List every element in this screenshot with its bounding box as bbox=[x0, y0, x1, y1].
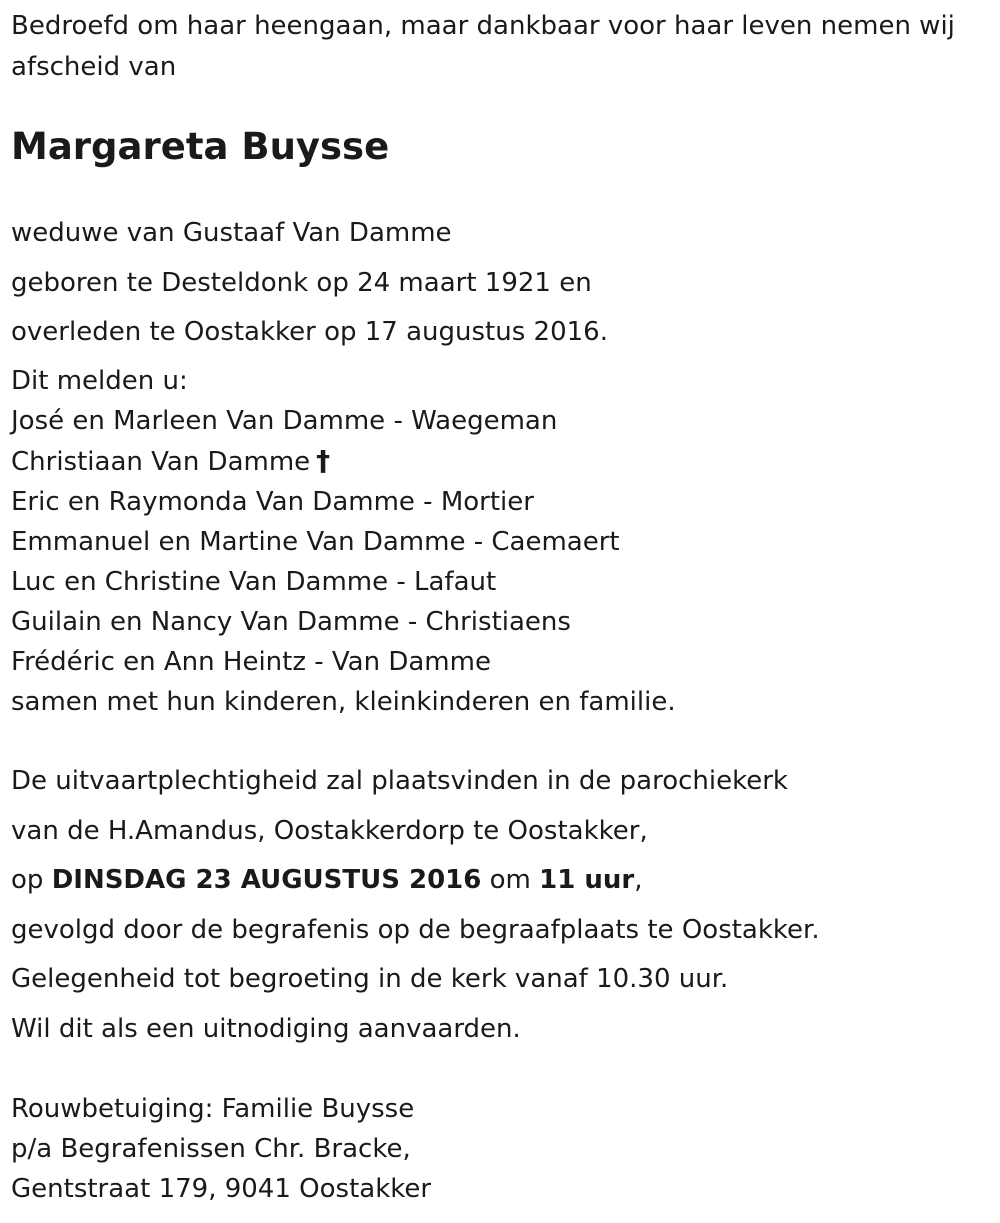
intro-text: Bedroefd om haar heengaan, maar dankbaar voor haar leven nemen wij afscheid van bbox=[11, 11, 955, 82]
bio-lines bbox=[11, 209, 991, 358]
bio-line: geboren te Desteldonk op 24 maart 1921 en bbox=[11, 267, 592, 298]
family-list bbox=[11, 361, 991, 722]
family-closing: samen met hun kinderen, kleinkinderen en familie. bbox=[11, 687, 676, 717]
funeral-time: 11 uur bbox=[539, 865, 635, 895]
funeral-line: van de H.Amandus, Oostakkerdorp te Oostakker, bbox=[11, 815, 648, 846]
funeral-details bbox=[11, 757, 991, 1054]
condolence-line: Rouwbetuiging: Familie Buysse bbox=[11, 1094, 415, 1124]
condolence-line: Gentstraat 179, 9041 Oostakker bbox=[11, 1174, 432, 1204]
funeral-date: DINSDAG 23 AUGUSTUS 2016 bbox=[51, 865, 482, 895]
condolence-line: p/a Begrafenissen Chr. Bracke, bbox=[11, 1134, 411, 1164]
funeral-line: De uitvaartplechtigheid zal plaatsvinden in de parochiekerk bbox=[11, 766, 788, 796]
family-member: Eric en Raymonda Van Damme - Mortier bbox=[11, 487, 534, 517]
bio-line: overleden te Oostakker op 17 augustus 2016. bbox=[11, 317, 608, 347]
family-intro: Dit melden u: bbox=[11, 366, 188, 396]
condolence-address bbox=[11, 1089, 991, 1209]
funeral-line: gevolgd door de begrafenis op de begraafplaats te Oostakker. bbox=[11, 914, 820, 945]
family-member: José en Marleen Van Damme - Waegeman bbox=[11, 406, 558, 436]
family-member: Frédéric en Ann Heintz - Van Damme bbox=[11, 647, 491, 677]
funeral-line: Wil dit als een uitnodiging aanvaarden. bbox=[11, 1013, 521, 1044]
family-member: Guilain en Nancy Van Damme - Christiaens bbox=[11, 607, 571, 637]
cross-icon: † bbox=[316, 444, 331, 477]
family-member: Emmanuel en Martine Van Damme - Caemaert bbox=[11, 527, 620, 557]
bio-line: weduwe van Gustaaf Van Damme bbox=[11, 218, 452, 248]
funeral-line: Gelegenheid tot begroeting in de kerk vanaf 10.30 uur. bbox=[11, 964, 729, 994]
family-member: Luc en Christine Van Damme - Lafaut bbox=[11, 567, 497, 597]
funeral-date-line: op DINSDAG 23 AUGUSTUS 2016 om 11 uur, bbox=[11, 865, 643, 895]
family-member-deceased bbox=[11, 441, 991, 482]
family-member-name: Christiaan Van Damme bbox=[11, 447, 311, 477]
deceased-name: Margareta Buysse bbox=[11, 125, 390, 168]
